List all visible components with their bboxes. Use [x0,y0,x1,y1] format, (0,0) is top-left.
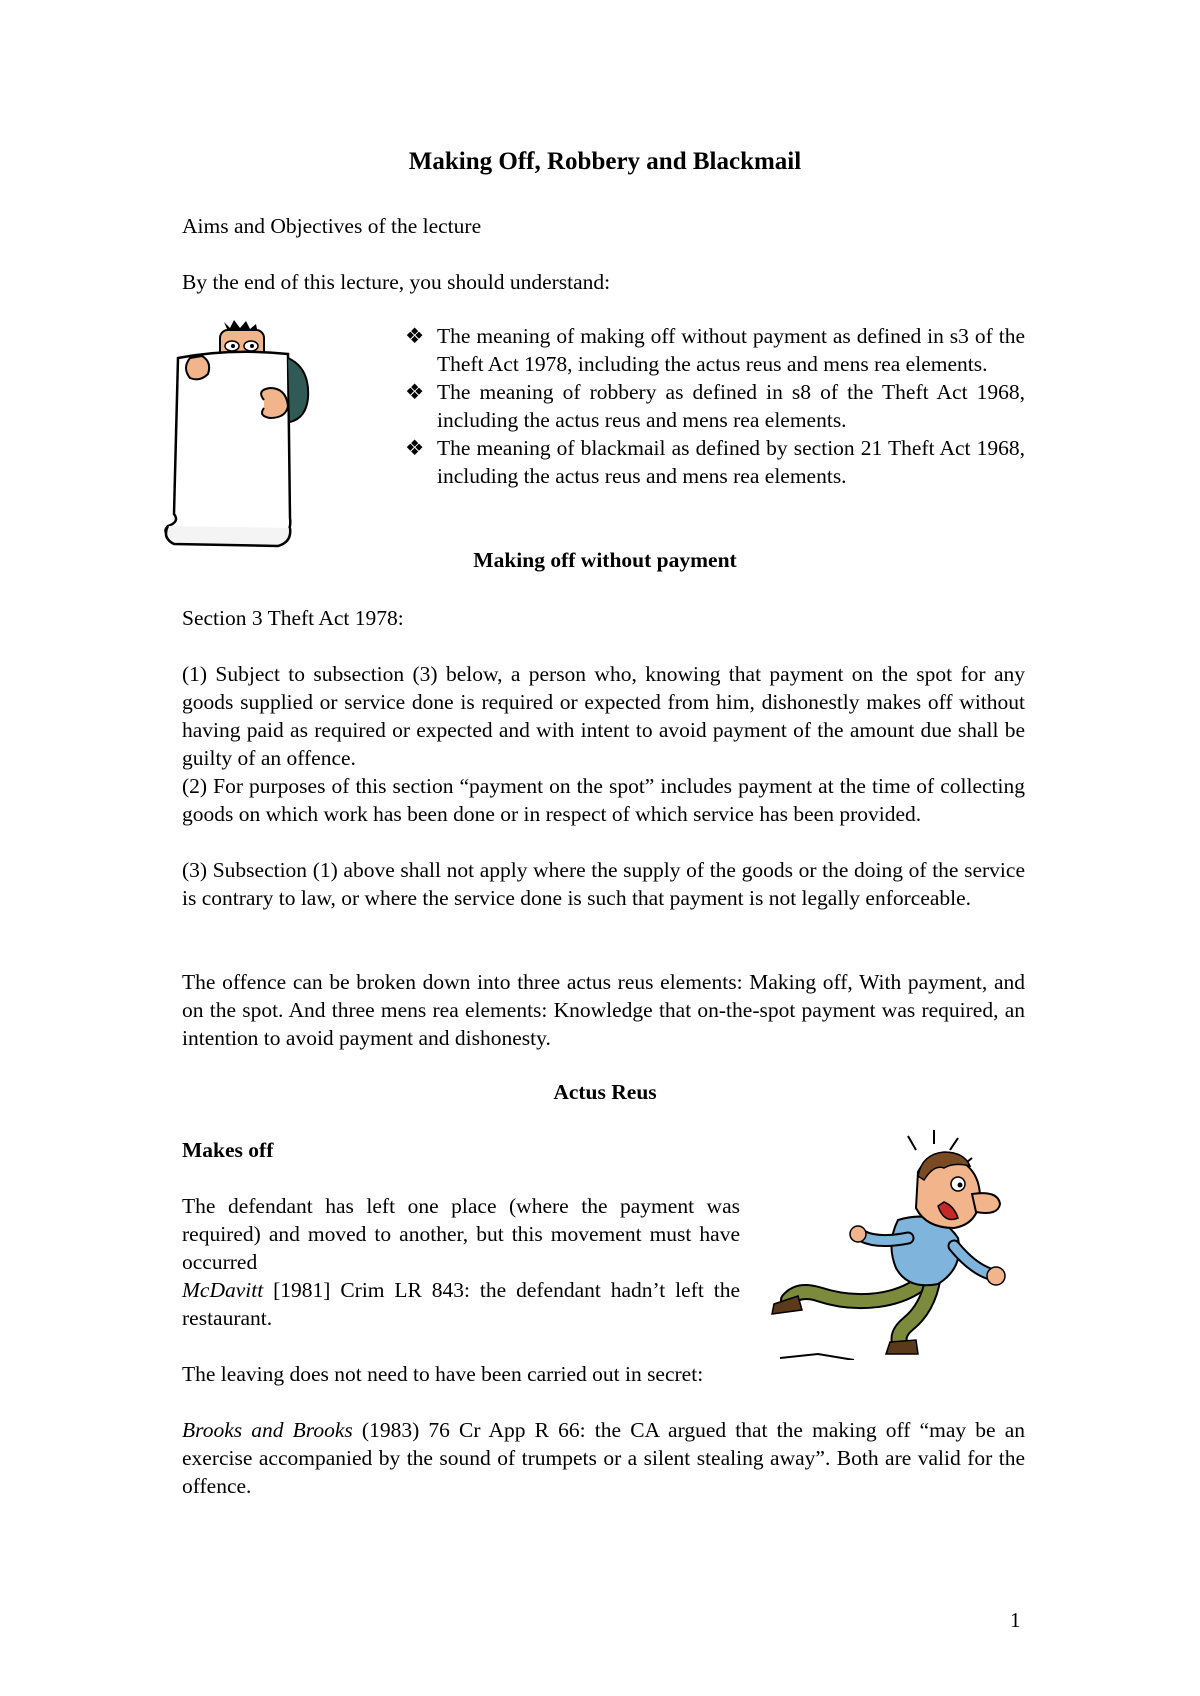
right-pupil [250,344,254,348]
page-number: 1 [1010,1608,1021,1632]
man-holding-sign-illustration [160,318,330,558]
running-man-pupil [958,1183,963,1188]
document-title: Making Off, Robbery and Blackmail [408,148,802,175]
case-mcdavitt: McDavitt [1981] Crim LR 843: the defendant hadn’t left the restaurant. [182,1278,740,1330]
subsection-2: (2) For purposes of this section “payment on the spot” includes payment at the time of collecting goods on which work has been done or in respect of which service has been provided. [182,774,1025,826]
diamond-bullet-icon: ❖ [405,324,425,348]
subsection-3: (3) Subsection (1) above shall not apply where the supply of the goods or the doing of the service is contrary to law, or where the service done is such that payment is not legally enforceable. [182,858,1025,910]
back-leg [788,1278,928,1301]
objectives-list [405,322,1025,490]
nose [972,1193,1000,1213]
subheading-makes-off: Makes off [182,1138,274,1162]
objective-item: ❖ The meaning of robbery as defined in s8 of the Theft Act 1968, including the actus reus and mens rea elements. [405,380,1025,432]
subsection-1: (1) Subject to subsection (3) below, a person who, knowing that payment on the spot for any goods supplied or service done is required or expected from him, dishonestly makes off without having paid as required or expected and with intent to avoid payment of the amount due shall be guilty of an offence. [182,662,1025,770]
intro-text: By the end of this lecture, you should understand: [182,270,611,294]
section-heading-making-off: Making off without payment [473,548,737,572]
front-hand [987,1267,1005,1285]
left-hand [186,356,209,379]
case-name: McDavitt [182,1278,264,1302]
left-pupil [231,344,235,348]
back-hand [850,1226,866,1242]
aims-heading: Aims and Objectives of the lecture [182,214,482,238]
diamond-bullet-icon: ❖ [405,436,425,460]
motion-line [780,1354,854,1360]
case-brooks: Brooks and Brooks (1983) 76 Cr App R 66: the CA argued that the making off “may be an exercise accompanied by the sound of trumpets or a silent stealing away”. Both are valid for the offence. [182,1418,1025,1498]
case-name: Brooks and Brooks [182,1418,353,1442]
blank-sign [165,352,290,540]
sign-curl [166,526,290,546]
makes-off-para: The defendant has left one place (where the payment was required) and moved to another, but this movement must have occurred [182,1194,740,1274]
objective-item: ❖ The meaning of blackmail as defined by section 21 Theft Act 1968, including the actus reus and mens rea elements. [405,436,1025,488]
sleeve-shape [288,358,308,422]
secret-para: The leaving does not need to have been carried out in secret: [182,1362,704,1386]
objective-item: ❖ The meaning of making off without payment as defined in s3 of the Theft Act 1978, including the actus reus and mens rea elements. [405,324,1025,376]
section-heading-actus-reus: Actus Reus [553,1080,657,1104]
offence-breakdown: The offence can be broken down into three actus reus elements: Making off, With payment, and on the spot. And three mens rea elements: Knowledge that on-the-spot payment was required, an intention to avoid payment and dishonesty. [182,970,1025,1050]
diamond-bullet-icon: ❖ [405,380,425,404]
front-shoe [886,1340,918,1354]
running-man-illustration [758,1128,1036,1360]
statute-label: Section 3 Theft Act 1978: [182,606,404,630]
back-arm [862,1236,908,1241]
